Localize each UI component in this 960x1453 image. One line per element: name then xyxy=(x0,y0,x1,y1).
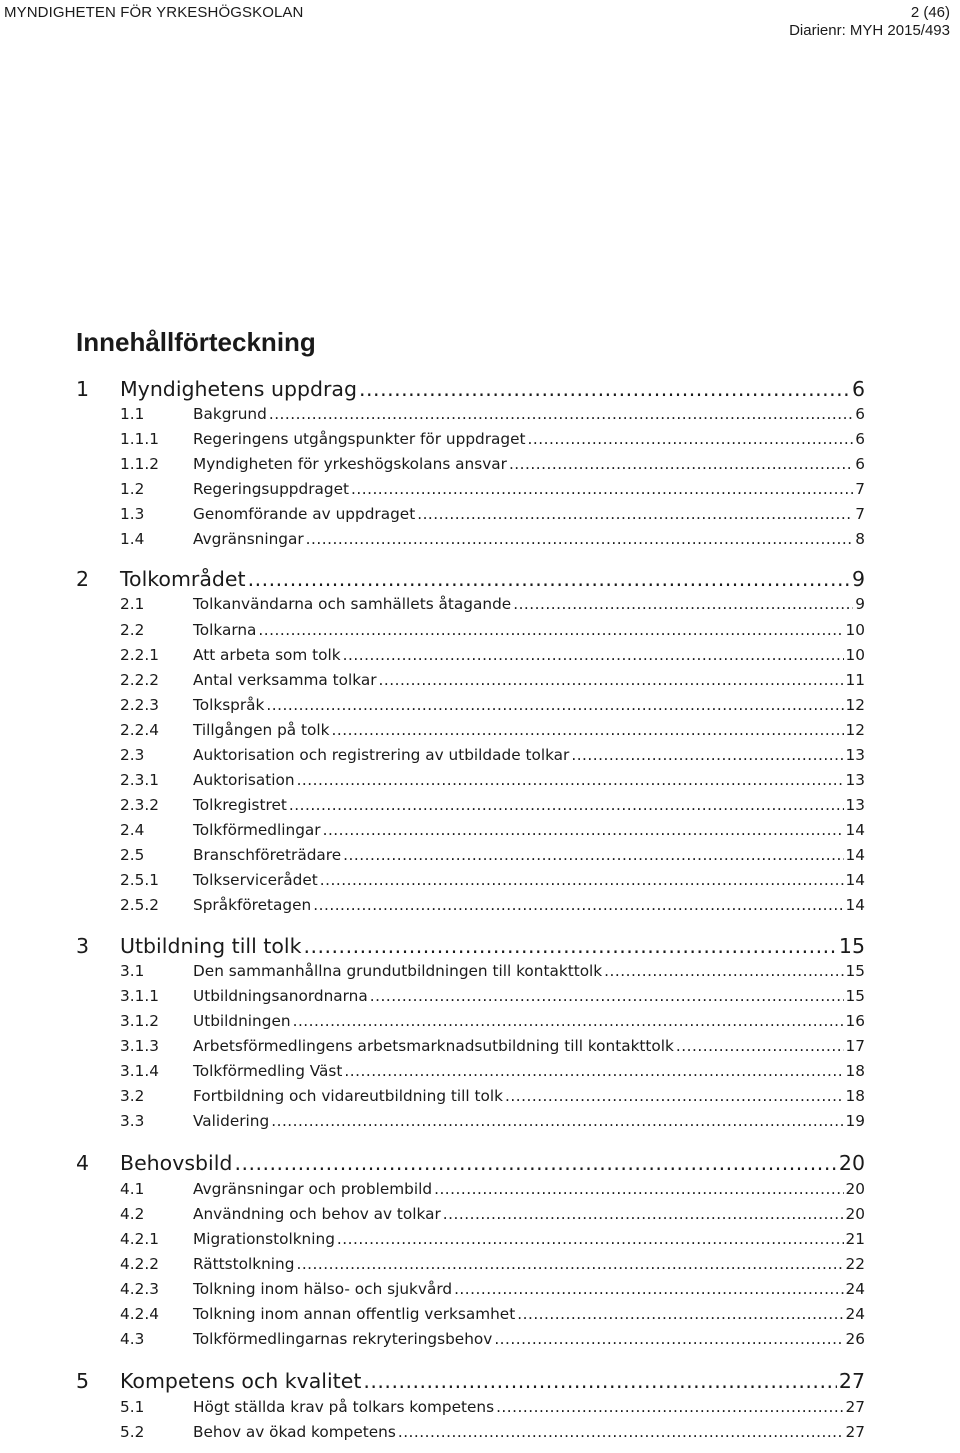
toc-entry-number: 2.5 xyxy=(120,846,145,864)
toc-dot-leader xyxy=(513,595,853,613)
toc-entry[interactable] xyxy=(0,1255,960,1280)
toc-entry-number: 4.2.3 xyxy=(120,1280,159,1298)
toc-entry-line xyxy=(193,1398,865,1416)
toc-entry[interactable] xyxy=(0,1369,960,1401)
toc-entry-line xyxy=(120,377,865,401)
toc-entry[interactable] xyxy=(0,405,960,430)
header-page-number: 2 (46) xyxy=(910,4,950,21)
toc-entry-number: 2 xyxy=(76,567,90,591)
toc-entry-title: Tolkförmedlingarnas rekryteringsbehov xyxy=(193,1330,493,1348)
toc-entry-page: 12 xyxy=(845,696,865,714)
toc-entry-page: 15 xyxy=(845,987,865,1005)
toc-entry-number: 2.1 xyxy=(120,595,145,613)
toc-dot-leader xyxy=(505,1087,844,1105)
toc-entry-number: 5.2 xyxy=(120,1423,145,1441)
toc-entry-title: Utbildningsanordnarna xyxy=(193,987,368,1005)
toc-entry[interactable] xyxy=(0,1087,960,1112)
toc-entry-title: Språkföretagen xyxy=(193,896,312,914)
toc-entry-title: Behovsbild xyxy=(120,1151,233,1175)
toc-entry-title: Fortbildning och vidareutbildning till tolk xyxy=(193,1087,504,1105)
toc-dot-leader xyxy=(323,821,844,839)
toc-entry-line xyxy=(193,796,865,814)
toc-entry[interactable] xyxy=(0,896,960,921)
toc-entry-title: Tolkförmedling Väst xyxy=(193,1062,343,1080)
toc-entry-line xyxy=(193,1112,865,1130)
toc-entry[interactable] xyxy=(0,595,960,620)
toc-entry-title: Regeringens utgångspunkter för uppdraget xyxy=(193,430,526,448)
toc-entry-number: 3 xyxy=(76,934,90,958)
toc-entry-line xyxy=(193,1037,865,1055)
toc-entry-number: 1.3 xyxy=(120,505,145,523)
toc-entry-page: 11 xyxy=(845,671,865,689)
toc-dot-leader xyxy=(417,505,853,523)
toc-entry-number: 4.3 xyxy=(120,1330,145,1348)
toc-dot-leader xyxy=(496,1398,843,1416)
toc-entry[interactable] xyxy=(0,821,960,846)
toc-dot-leader xyxy=(332,721,844,739)
toc-entry[interactable] xyxy=(0,1280,960,1305)
toc-entry-number: 2.2.3 xyxy=(120,696,159,714)
toc-entry-page: 19 xyxy=(845,1112,865,1130)
toc-entry-page: 27 xyxy=(845,1398,865,1416)
toc-entry-line xyxy=(193,621,865,639)
toc-entry-number: 2.5.2 xyxy=(120,896,159,914)
toc-entry-title: Myndigheten för yrkeshögskolans ansvar xyxy=(193,455,507,473)
toc-entry-line xyxy=(193,1330,865,1348)
toc-entry-title: Tolkservicerådet xyxy=(193,871,318,889)
toc-entry-title: Migrationstolkning xyxy=(193,1230,335,1248)
toc-entry-title: Validering xyxy=(193,1112,270,1130)
toc-title: Innehållförteckning xyxy=(76,327,316,357)
toc-entry-number: 3.1 xyxy=(120,962,145,980)
toc-entry-page: 22 xyxy=(845,1255,865,1273)
toc-entry-title: Genomförande av uppdraget xyxy=(193,505,416,523)
toc-entry-page: 6 xyxy=(855,405,865,423)
toc-entry-page: 21 xyxy=(845,1230,865,1248)
toc-entry-line xyxy=(193,505,865,523)
toc-entry-line xyxy=(193,821,865,839)
toc-entry-title: Tolkarna xyxy=(193,621,257,639)
toc-entry-line xyxy=(193,871,865,889)
toc-entry[interactable] xyxy=(0,1180,960,1205)
toc-dot-leader xyxy=(344,1062,843,1080)
toc-entry[interactable] xyxy=(0,671,960,696)
toc-entry-title: Tolkregistret xyxy=(193,796,287,814)
toc-entry[interactable] xyxy=(0,721,960,746)
toc-entry-line xyxy=(193,530,865,548)
toc-entry-title: Auktorisation och registrering av utbildade tolkar xyxy=(193,746,570,764)
header-diarienr: Diarienr: MYH 2015/493 xyxy=(789,22,950,39)
toc-entry-line xyxy=(193,771,865,789)
toc-entry-title: Arbetsförmedlingens arbetsmarknadsutbildning till kontakttolk xyxy=(193,1037,674,1055)
toc-entry-number: 2.2.4 xyxy=(120,721,159,739)
toc-entry-page: 10 xyxy=(845,646,865,664)
toc-entry-line xyxy=(193,405,865,423)
toc-entry-page: 18 xyxy=(845,1087,865,1105)
toc-dot-leader xyxy=(303,934,836,958)
toc-entry[interactable] xyxy=(0,1423,960,1448)
toc-dot-leader xyxy=(443,1205,844,1223)
toc-dot-leader xyxy=(379,671,844,689)
toc-entry-line xyxy=(193,455,865,473)
toc-entry-number: 3.1.1 xyxy=(120,987,159,1005)
toc-entry-title: Tolkspråk xyxy=(193,696,265,714)
toc-entry-number: 4.2 xyxy=(120,1205,145,1223)
toc-entry-line xyxy=(193,1255,865,1273)
toc-entry-line xyxy=(193,896,865,914)
toc-entry-title: Tolkförmedlingar xyxy=(193,821,321,839)
toc-dot-leader xyxy=(289,796,844,814)
toc-entry[interactable] xyxy=(0,530,960,555)
toc-entry-number: 4.2.1 xyxy=(120,1230,159,1248)
toc-entry-number: 1.1.2 xyxy=(120,455,159,473)
toc-entry-line xyxy=(193,1087,865,1105)
toc-entry-number: 4.1 xyxy=(120,1180,145,1198)
toc-entry-line xyxy=(193,430,865,448)
toc-entry-page: 24 xyxy=(845,1305,865,1323)
toc-entry-number: 3.1.4 xyxy=(120,1062,159,1080)
toc-entry-page: 20 xyxy=(845,1205,865,1223)
toc-dot-leader xyxy=(351,480,853,498)
toc-entry-number: 4.2.2 xyxy=(120,1255,159,1273)
toc-entry-line xyxy=(120,1151,865,1175)
toc-entry-line xyxy=(193,480,865,498)
toc-entry-title: Regeringsuppdraget xyxy=(193,480,349,498)
toc-entry-line xyxy=(193,1423,865,1441)
toc-entry-page: 15 xyxy=(845,962,865,980)
toc-entry-number: 4 xyxy=(76,1151,90,1175)
toc-entry-title: Behov av ökad kompetens xyxy=(193,1423,396,1441)
toc-entry-line xyxy=(193,721,865,739)
toc-dot-leader xyxy=(571,746,843,764)
toc-entry-number: 5 xyxy=(76,1369,90,1393)
toc-entry-title: Tolkområdet xyxy=(120,567,246,591)
toc-entry-title: Kompetens och kvalitet xyxy=(120,1369,362,1393)
toc-entry[interactable] xyxy=(0,455,960,480)
toc-entry-page: 14 xyxy=(845,871,865,889)
toc-entry-number: 2.3.1 xyxy=(120,771,159,789)
toc-entry-page: 14 xyxy=(845,821,865,839)
toc-entry-line xyxy=(193,987,865,1005)
toc-dot-leader xyxy=(494,1330,843,1348)
toc-entry[interactable] xyxy=(0,430,960,455)
toc-entry[interactable] xyxy=(0,646,960,671)
toc-entry-page: 16 xyxy=(845,1012,865,1030)
toc-entry-line xyxy=(193,696,865,714)
toc-entry-page: 18 xyxy=(845,1062,865,1080)
toc-dot-leader xyxy=(676,1037,844,1055)
toc-entry-page: 20 xyxy=(838,1151,865,1175)
toc-entry-number: 2.5.1 xyxy=(120,871,159,889)
toc-entry-page: 13 xyxy=(845,771,865,789)
toc-entry-page: 26 xyxy=(845,1330,865,1348)
toc-entry[interactable] xyxy=(0,1205,960,1230)
toc-entry-line xyxy=(193,1205,865,1223)
toc-entry-title: Högt ställda krav på tolkars kompetens xyxy=(193,1398,495,1416)
toc-entry-page: 27 xyxy=(838,1369,865,1393)
toc-entry-title: Tolkning inom annan offentlig verksamhet xyxy=(193,1305,516,1323)
toc-entry-title: Avgränsningar xyxy=(193,530,304,548)
toc-dot-leader xyxy=(343,646,844,664)
toc-entry-line xyxy=(193,1180,865,1198)
toc-entry-page: 9 xyxy=(855,595,865,613)
toc-entry[interactable] xyxy=(0,1062,960,1087)
toc-entry-title: Branschföreträdare xyxy=(193,846,342,864)
toc-dot-leader xyxy=(248,567,850,591)
toc-dot-leader xyxy=(363,1369,837,1393)
toc-entry[interactable] xyxy=(0,1037,960,1062)
toc-entry-page: 13 xyxy=(845,796,865,814)
toc-entry-title: Tolkning inom hälso- och sjukvård xyxy=(193,1280,453,1298)
toc-entry-title: Rättstolkning xyxy=(193,1255,295,1273)
toc-entry-title: Användning och behov av tolkar xyxy=(193,1205,441,1223)
toc-entry[interactable] xyxy=(0,480,960,505)
toc-entry-page: 6 xyxy=(851,377,865,401)
toc-entry-number: 2.3 xyxy=(120,746,145,764)
toc-entry[interactable] xyxy=(0,1305,960,1330)
toc-entry[interactable] xyxy=(0,696,960,721)
toc-dot-leader xyxy=(454,1280,843,1298)
toc-entry-number: 1.4 xyxy=(120,530,145,548)
toc-entry-page: 7 xyxy=(855,480,865,498)
toc-entry-line xyxy=(120,567,865,591)
toc-entry-number: 2.4 xyxy=(120,821,145,839)
toc-entry-page: 13 xyxy=(845,746,865,764)
toc-entry-page: 27 xyxy=(845,1423,865,1441)
toc-entry-line xyxy=(193,595,865,613)
toc-entry-line xyxy=(193,746,865,764)
toc-entry[interactable] xyxy=(0,1330,960,1355)
toc-entry-line xyxy=(193,1305,865,1323)
toc-entry[interactable] xyxy=(0,796,960,821)
toc-dot-leader xyxy=(337,1230,844,1248)
toc-entry[interactable] xyxy=(0,1230,960,1255)
toc-entry-number: 2.3.2 xyxy=(120,796,159,814)
toc-entry-number: 4.2.4 xyxy=(120,1305,159,1323)
toc-entry-page: 17 xyxy=(845,1037,865,1055)
toc-entry-title: Utbildningen xyxy=(193,1012,291,1030)
toc-entry-page: 20 xyxy=(845,1180,865,1198)
toc-entry-page: 24 xyxy=(845,1280,865,1298)
toc-dot-leader xyxy=(517,1305,843,1323)
toc-entry-number: 3.1.3 xyxy=(120,1037,159,1055)
toc-entry[interactable] xyxy=(0,771,960,796)
toc-dot-leader xyxy=(604,962,843,980)
toc-entry-number: 1 xyxy=(76,377,90,401)
toc-entry-title: Bakgrund xyxy=(193,405,267,423)
toc-dot-leader xyxy=(398,1423,844,1441)
toc-entry-number: 1.1.1 xyxy=(120,430,159,448)
toc-entry-number: 5.1 xyxy=(120,1398,145,1416)
toc-entry-page: 14 xyxy=(845,896,865,914)
toc-dot-leader xyxy=(343,846,843,864)
toc-entry-line xyxy=(120,934,865,958)
toc-entry-title: Att arbeta som tolk xyxy=(193,646,341,664)
header-organization: MYNDIGHETEN FÖR YRKESHÖGSKOLAN xyxy=(4,4,304,21)
toc-entry[interactable] xyxy=(0,871,960,896)
toc-entry-title: Auktorisation xyxy=(193,771,295,789)
toc-entry-title: Tillgången på tolk xyxy=(193,721,330,739)
toc-entry-line xyxy=(193,846,865,864)
toc-entry-line xyxy=(193,962,865,980)
toc-entry-title: Avgränsningar och problembild xyxy=(193,1180,433,1198)
toc-dot-leader xyxy=(296,1255,843,1273)
toc-entry-page: 6 xyxy=(855,455,865,473)
toc-entry-line xyxy=(193,1062,865,1080)
toc-entry-line xyxy=(193,1230,865,1248)
toc-entry-line xyxy=(193,1280,865,1298)
toc-entry-number: 3.2 xyxy=(120,1087,145,1105)
toc-dot-leader xyxy=(306,530,854,548)
toc-entry-title: Den sammanhållna grundutbildningen till kontakttolk xyxy=(193,962,603,980)
toc-entry-page: 15 xyxy=(838,934,865,958)
toc-entry-page: 6 xyxy=(855,430,865,448)
toc-entry-number: 2.2.1 xyxy=(120,646,159,664)
toc-dot-leader xyxy=(293,1012,844,1030)
toc-dot-leader xyxy=(370,987,844,1005)
toc-entry-number: 2.2.2 xyxy=(120,671,159,689)
toc-entry-title: Utbildning till tolk xyxy=(120,934,302,958)
toc-entry-number: 3.1.2 xyxy=(120,1012,159,1030)
toc-entry-page: 8 xyxy=(855,530,865,548)
toc-dot-leader xyxy=(297,771,844,789)
toc-entry-number: 3.3 xyxy=(120,1112,145,1130)
toc-dot-leader xyxy=(320,871,844,889)
toc-entry[interactable] xyxy=(0,987,960,1012)
toc-dot-leader xyxy=(258,621,843,639)
toc-dot-leader xyxy=(269,405,853,423)
toc-entry-line xyxy=(193,1012,865,1030)
toc-entry-page: 10 xyxy=(845,621,865,639)
toc-entry-number: 2.2 xyxy=(120,621,145,639)
toc-entry[interactable] xyxy=(0,1012,960,1037)
toc-entry[interactable] xyxy=(0,1398,960,1423)
toc-entry[interactable] xyxy=(0,746,960,771)
toc-dot-leader xyxy=(234,1151,836,1175)
toc-entry-page: 9 xyxy=(851,567,865,591)
toc-entry-title: Antal verksamma tolkar xyxy=(193,671,377,689)
toc-dot-leader xyxy=(359,377,850,401)
toc-entry-line xyxy=(193,671,865,689)
toc-entry[interactable] xyxy=(0,621,960,646)
toc-dot-leader xyxy=(434,1180,843,1198)
toc-entry-number: 1.1 xyxy=(120,405,145,423)
toc-entry[interactable] xyxy=(0,505,960,530)
toc-entry-page: 14 xyxy=(845,846,865,864)
toc-dot-leader xyxy=(271,1112,843,1130)
toc-entry-page: 12 xyxy=(845,721,865,739)
toc-dot-leader xyxy=(509,455,853,473)
toc-dot-leader xyxy=(266,696,843,714)
toc-entry[interactable] xyxy=(0,962,960,987)
toc-dot-leader xyxy=(528,430,854,448)
toc-entry-page: 7 xyxy=(855,505,865,523)
toc-entry-title: Myndighetens uppdrag xyxy=(120,377,358,401)
toc-dot-leader xyxy=(313,896,843,914)
toc-entry-title: Tolkanvändarna och samhällets åtagande xyxy=(193,595,512,613)
toc-entry[interactable] xyxy=(0,1112,960,1137)
toc-entry-line xyxy=(193,646,865,664)
toc-entry[interactable] xyxy=(0,846,960,871)
toc-entry-number: 1.2 xyxy=(120,480,145,498)
toc-entry-line xyxy=(120,1369,865,1393)
toc-entry[interactable] xyxy=(0,1151,960,1183)
